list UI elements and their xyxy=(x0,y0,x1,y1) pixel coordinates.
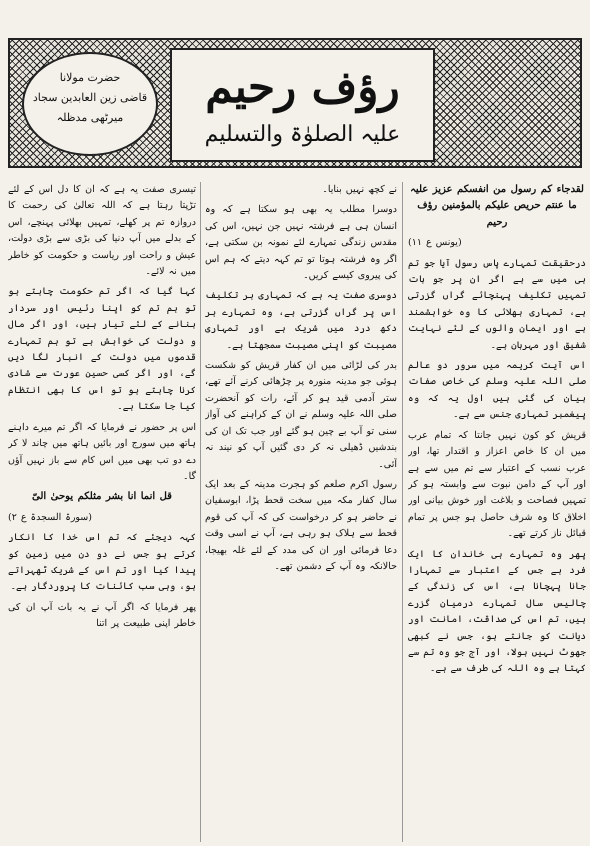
paragraph: کہہ دیجئے کہ تم اس خدا کا انکار کرتے ہو جس نے دو دن میں زمین کو پیدا کیا اور تم اس کے شریک ٹھہراتے ہو، وہی سب کائنات کا پروردگار ہے۔ xyxy=(8,532,196,593)
title-box xyxy=(170,48,435,162)
paragraph: دوسرا مطلب یہ بھی ہو سکتا ہے کہ وہ انسان ہی ہے فرشتہ نہیں جن نہیں، اس کی مقدس زندگی تمہارے لئے نمونہ بن سکتی ہے، اگر وہ فرشتہ ہوتا تو تم کہہ دیتے کہ ہم اس کی پیروی کیسے کریں۔ xyxy=(205,204,397,282)
quran-verse: قل انما انا بشر مثلکم یوحیٰ الیّ xyxy=(32,491,172,503)
text-column-right xyxy=(408,182,586,842)
paragraph: نے کچھ نہیں بنایا۔ xyxy=(322,184,397,195)
verse-reference: (یونس ع ۱۱) xyxy=(408,237,462,249)
paragraph: پھر فرمایا کہ اگر آپ نے یہ بات آپ ان کی خاطر اپنی طبیعت پر اتنا xyxy=(8,601,196,630)
paragraph: کہا گیا کہ اگر تم حکومت چاہتے ہو تو ہم تم کو اپنا رئیس اور سردار بنانے کے لئے تیار ہیں، اور اگر مال و دولت کی خواہش ہے تو ہم تمہارے قدموں میں دولت کے انبار لگا دیں گے، اور اگر کسی حسین عورت سے شادی کرنا چاہتے ہو تو اس کا بھی انتظام کیا جا سکتا ہے۔ xyxy=(8,286,196,413)
paragraph: رسول اکرم صلعم کو ہجرت مدینہ کے بعد ایک سال کفار مکہ میں سخت قحط پڑا، ابوسفیان نے حاضر ہو کر درخواست کی کہ آپ کی قوم قحط سے ہلاک ہو رہی ہے، آپ نے اسی وقت دعا فرمائی اور ان کی مدد کے لئے غلہ بھیجا، حالانکہ وہ آپ کے دشمن تھے۔ xyxy=(205,478,397,572)
page-title: رؤف رحیم xyxy=(205,62,400,113)
text-column-left xyxy=(8,182,196,842)
paragraph: بدر کی لڑائی میں ان کفار قریش کو شکست ہوئی جو مدینہ منورہ پر چڑھائی کرنے آئے تھے، ستر آدمی قید ہو کر آئے، رات کو آنحضرت صلی اللہ علیہ وسلم نے ان کے کراہنے کی آواز سنی تو آپ بے چین ہو گئے اور جب تک ان کی بندشیں ڈھیلی نہ کر دی گئیں آپ کو نیند نہ آئی۔ xyxy=(205,360,397,470)
quran-verse: لقدجاء کم رسول من انفسکم عزیز علیہ ما عنتم حریص علیکم بالمؤمنین رؤف رحیم xyxy=(410,184,584,228)
paragraph: اس آیت کریمہ میں سرور دو عالم صلی اللہ علیہ وسلم کی خاص صفات بیان کی گئی ہیں اول یہ کہ وہ پیغمبر تمہاری جنس سے ہے۔ xyxy=(408,360,586,421)
column-divider xyxy=(200,182,201,842)
paragraph: درحقیقت تمہارے پاس رسول آیا جو تم ہی میں سے ہے اگر ان پر جو بات تمہیں تکلیف پہنچائے گراں گزرتی ہے، تمہاری بھلائی کا وہ خواہشمند ہے اور ایمان والوں کے لئے نہایت شفیق اور مہربان ہے۔ xyxy=(408,257,586,351)
paragraph: تیسری صفت یہ ہے کہ ان کا دل اس کے لئے تڑپتا رہتا ہے کہ اللہ تعالیٰ کی رحمت کا دروازہ تم پر کھلے، تمہیں بھلائی پہنچے، اس کے بدلے میں آپ دنیا کی بڑی سے بڑی دولت، عیش و راحت اور ریاست و حکومت کو خاطر میں نہ لائے۔ xyxy=(8,184,196,278)
text-column-middle xyxy=(205,182,397,842)
paragraph: دوسری صفت یہ ہے کہ تمہاری ہر تکلیف اس پر گراں گزرتی ہے، وہ تمہارے ہر دکھ درد میں شریک ہے اور تمہاری مصیبت کو اپنی مصیبت سمجھتا ہے۔ xyxy=(205,290,397,351)
column-divider xyxy=(402,182,403,842)
paragraph: اس پر حضور نے فرمایا کہ اگر تم میرے داہنے ہاتھ میں سورج اور بائیں ہاتھ میں چاند لا کر دے دو تب بھی میں اس کام سے باز نہیں آؤں گا۔ xyxy=(8,421,196,482)
author-line-2: قاضی زین العابدین سجاد xyxy=(32,91,148,104)
page-subtitle: علیہ الصلوٰۃ والتسلیم xyxy=(204,122,401,147)
author-line-3: میرٹھی مدظلہ xyxy=(56,111,124,124)
paragraph: قریش کو کون نہیں جانتا کہ تمام عرب میں ان کا خاص اعزاز و اقتدار تھا، اور عرب نسب کے اعتبار سے تم میں سے ہے اور آپ کے دامن نبوت سے وابستہ ہو کر تمہیں فصاحت و بلاغت اور خوش بیانی اور اخلاق کا وہ شرف حاصل ہو جس پر تمام قبائل ناز کرتے تھے۔ xyxy=(408,429,586,540)
author-byline xyxy=(22,52,158,156)
author-line-1: حضرت مولانا xyxy=(59,71,121,84)
paragraph: پھر وہ تمہارے ہی خاندان کا ایک فرد ہے جس کے اعتبار سے تمہارا جانا پہچانا ہے، اس کی زندگی کے چالیس سال تمہارے درمیان گزرے ہیں، تم اس کی صداقت، امانت اور دیانت کو جانتے ہو، جس نے کبھی جھوٹ نہیں بولا، اور آج جو وہ تم سے کہتا ہے وہ اللہ کی طرف سے ہے۔ xyxy=(408,548,586,675)
verse-reference: (سورۃ السجدۃ ع ۲) xyxy=(8,511,92,523)
